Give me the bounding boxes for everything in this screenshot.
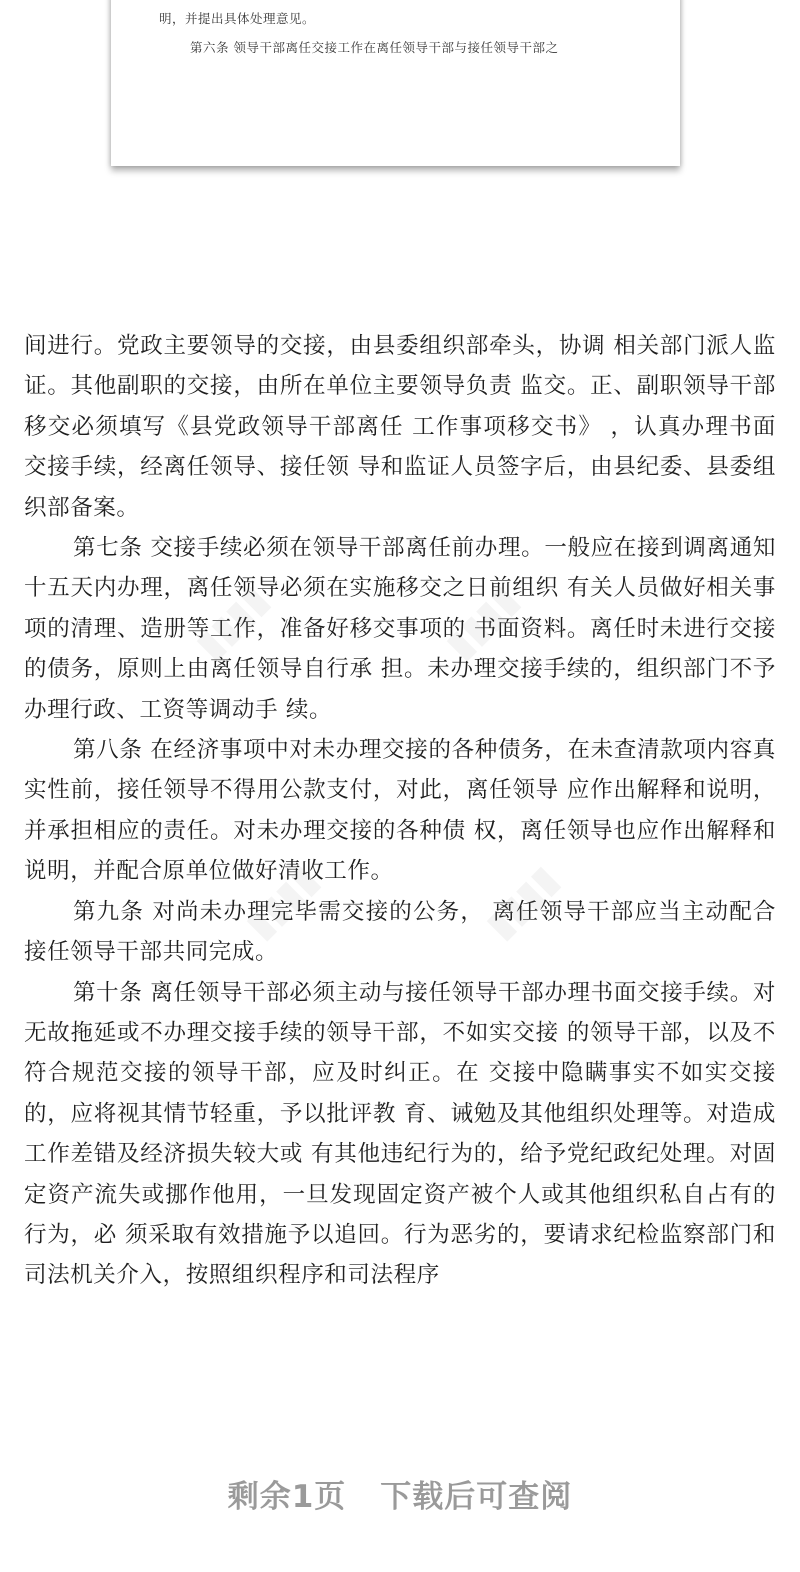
remaining-pages-label: 剩余1页	[227, 1479, 347, 1515]
watermark-mark: ▮▮▮▮	[436, 576, 527, 668]
download-to-view-label: 下载后可查阅	[380, 1479, 573, 1515]
preview-line: 明，并提出具体处理意见。	[159, 11, 316, 26]
paragraph: 第八条 在经济事项中对未办理交接的各种债务，在未查清款项内容真实性前，接任领导不得用公款支付，对此，离任领导 应作出解释和说明，并承担相应的责任。对未办理交接的各种债 权，离任领导也应作出解释和说明，并配合原单位做好清收工作。	[24, 737, 776, 885]
document-preview-card	[111, 0, 680, 166]
preview-line: 第六条 领导干部离任交接工作在离任领导干部与接任领导干部之	[190, 40, 559, 55]
document-body	[24, 326, 776, 1296]
paragraph: 第七条 交接手续必须在领导干部离任前办理。一般应在接到调离通知十五天内办理，离任领导必须在实施移交之日前组织 有关人员做好相关事项的清理、造册等工作，准备好移交事项的 书面资料。离任时未进行交接的债务，原则上由离任领导自行承 担。未办理交接手续的，组织部门不予办理行政、工资等调动手 续。	[24, 535, 776, 723]
download-prompt[interactable]	[0, 1471, 800, 1516]
watermark-mark: ▮▮▮▮	[476, 856, 567, 948]
watermark-mark: ▮▮▮▮	[236, 856, 327, 948]
watermark-mark: ▮▮▮▮	[186, 576, 277, 668]
paragraph: 第九条 对尚未办理完毕需交接的公务， 离任领导干部应当主动配合接任领导干部共同完成。	[24, 898, 776, 966]
paragraph: 第十条 离任领导干部必须主动与接任领导干部办理书面交接手续。对无故拖延或不办理交接手续的领导干部，不如实交接 的领导干部，以及不符合规范交接的领导干部，应及时纠正。在 交接中隐瞒事实不如实交接的，应将视其情节轻重，予以批评教 育、诫勉及其他组织处理等。对造成工作差错及经济损失较大或 有其他违纪行为的，给予党纪政纪处理。对固定资产流失或挪作他用，一旦发现固定资产被个人或其他组织私自占有的行为，必 须采取有效措施予以追回。行为恶劣的，要请求纪检监察部门和 司法机关介入，按照组织程序和司法程序	[24, 979, 776, 1289]
paragraph: 间进行。党政主要领导的交接，由县委组织部牵头，协调 相关部门派人监证。其他副职的交接，由所在单位主要领导负责 监交。正、副职领导干部移交必须填写《县党政领导干部离任 工作事项移交书》 ，认真办理书面交接手续，经离任领导、接任领 导和监证人员签字后，由县纪委、县委组织部备案。	[24, 333, 776, 521]
